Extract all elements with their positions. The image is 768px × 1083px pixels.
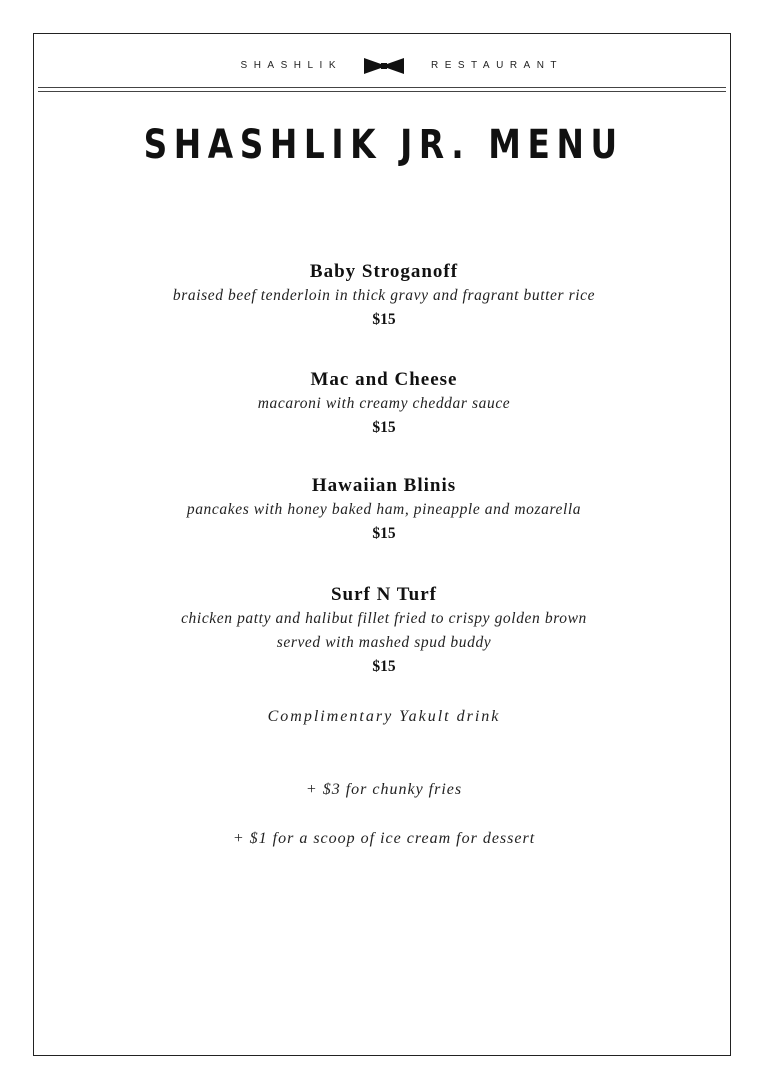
header-rule-bottom — [38, 91, 726, 92]
header-right-text: RESTAURANT — [431, 60, 564, 71]
header-left-text: SHASHLIK — [240, 60, 342, 71]
menu-item — [0, 583, 768, 679]
addon-line: + $1 for a scoop of ice cream for dessert — [232, 830, 536, 847]
addon-line: + $3 for chunky fries — [305, 781, 463, 798]
menu-item-price: $15 — [372, 311, 396, 328]
menu-item-description: braised beef tenderloin in thick gravy and fragrant butter rice — [172, 287, 596, 304]
bowtie-icon — [364, 58, 404, 74]
complimentary-note: Complimentary Yakult drink — [267, 708, 501, 725]
menu-item-description: pancakes with honey baked ham, pineapple and mozarella — [186, 501, 582, 518]
header — [0, 56, 768, 78]
page-title: SHASHLIK JR. MENU — [143, 122, 624, 168]
header-rule-top — [38, 87, 726, 88]
menu-item-price: $15 — [372, 525, 396, 542]
menu-item-name: Surf N Turf — [330, 584, 438, 605]
menu-item-name: Hawaiian Blinis — [311, 475, 457, 496]
menu-item-price: $15 — [372, 658, 396, 675]
menu-item-description: macaroni with creamy cheddar sauce — [257, 395, 511, 412]
menu-item — [0, 260, 768, 332]
menu-item-name: Mac and Cheese — [310, 369, 458, 390]
menu-item — [0, 368, 768, 440]
menu-item — [0, 474, 768, 546]
menu-item-description: chicken patty and halibut fillet fried to crispy golden brown — [181, 610, 587, 627]
menu-item-price: $15 — [372, 419, 396, 436]
menu-item-name: Baby Stroganoff — [309, 261, 459, 282]
menu-item-description: served with mashed spud buddy — [276, 634, 492, 651]
